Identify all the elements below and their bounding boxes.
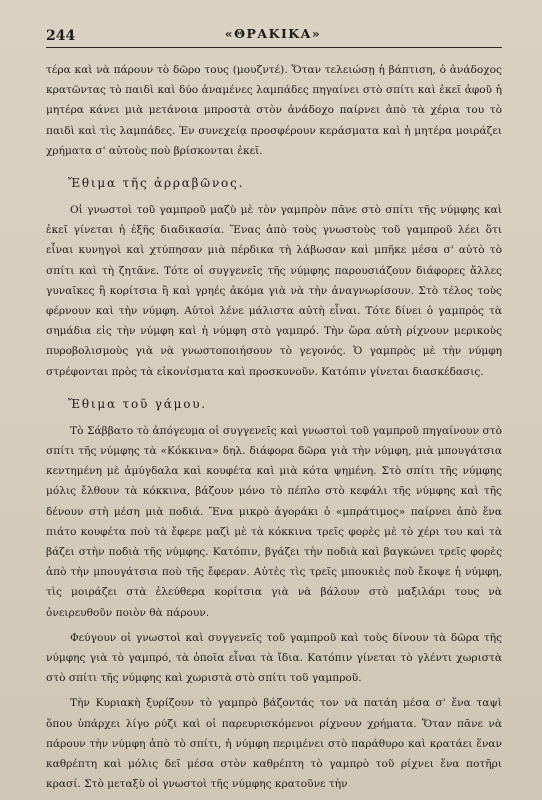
paragraph-wedding-2: Φεύγουν οἱ γνωστοὶ καὶ συγγενεῖς τοῦ γαμπροῦ καὶ τοὺς δίνουν τὰ δῶρα τῆς νύμφης γιὰ τὸ γαμπρό, τὰ ὁποῖα εἶναι τὰ ἴδια. Κατόπιν γίνεται τὸ γλέντι χωριστὰ στὸ σπίτι τῆς νύμφης καὶ χωριστὰ στὸ σπίτι τοῦ γαμπροῦ. [46, 631, 502, 685]
page-body [46, 60, 502, 800]
section-heading-engagement: Ἔθιμα τῆς ἀρραβῶνος. [68, 176, 245, 191]
running-title: «ΘΡΑΚΙΚΑ» [224, 26, 322, 41]
page-number: 244 [46, 28, 76, 44]
section-heading-wedding: Ἔθιμα τοῦ γάμου. [68, 396, 207, 411]
paragraph-wedding-3: Τὴν Κυριακὴ ξυρίζουν τὸ γαμπρὸ βάζοντάς τον νὰ πατάη μέσα σ' ἕνα ταψὶ ὅπου ὑπάρχει λίγο ρύζι καὶ οἱ παρευρισκόμενοι ρίχνουν χρήματα. Ὅταν πᾶνε νὰ πάρουν τὴν νύμφη ἀπὸ τὸ σπίτι, ἡ νύμφη περιμένει στὸ παράθυρο καὶ κρατάει ἕναν καθρέπτη καὶ μόλις δεῖ μέσα στὸν καθρέπτη τὸ γαμπρὸ τοῦ ρίχνει ἕνα ποτῆρι κρασί. Στὸ μεταξὺ οἱ γνωστοὶ τῆς νύμφης κρατοῦνε τὴν [46, 697, 502, 791]
paragraph-intro: τέρα καὶ νὰ πάρουν τὸ δῶρο τους (μουζντέ). Ὅταν τελειώσῃ ἡ βάπτιση, ὁ ἀνάδοχος κρατῶντας τὸ παιδὶ καὶ δύο ἀναμένες λαμπάδες πηγαίνει στὸ σπίτι καὶ ἐκεῖ ἀφοῦ ἡ μητέρα κάνει μιὰ μετάνοια μπροστὰ στὸν ἀνάδοχο παίρνει ἀπὸ τὰ χέρια του τὸ παιδὶ καὶ τὶς λαμπάδες. Ἐν συνεχείᾳ προσφέρουν κεράσματα καὶ ἡ μητέρα μοιράζει χρήματα σ' αὐτοὺς ποὺ βρίσκονται ἐκεῖ. [46, 64, 502, 157]
page-header [46, 26, 500, 48]
paragraph-wedding-1: Τὸ Σάββατο τὸ ἀπόγευμα οἱ συγγενεῖς καὶ γνωστοὶ τοῦ γαμπροῦ πηγαίνουν στὸ σπίτι τῆς νύμφης τὰ «Κόκκινα» δηλ. διάφορα δῶρα γιὰ τὴν νύμφη, μιὰ μπουγάτσια κεντημένη μὲ ἀμύγδαλα καὶ κουφέτα καὶ μιὰ κότα ψημένη. Στὸ σπίτι τῆς νύμφης μόλις ἔλθουν τὰ κόκκινα, βάζουν μόνο τὸ πέπλο στὸ κεφάλι τῆς νύμφης καὶ τῆς δένουν στὴ μέση μιὰ ποδιά. Ἕνα μικρὸ ἀγοράκι ὁ «μπράτιμος» παίρνει ἀπὸ ἕνα πιάτο κουφέτα ποὺ τὰ ἔφερε μαζὶ μὲ τὰ κόκκινα τρεῖς φορὲς μὲ τὸ χέρι του καὶ τὰ βάζει στὴν ποδιὰ τῆς νύμφης. Κατόπιν, βγάζει τὴν ποδιὰ καὶ βαγκώνει τρεῖς φορὲς ἀπὸ τὴν μπουγάτσια ποὺ τῆς ἔφεραν. Αὐτὲς τὶς τρεῖς μπουκιὲς ποὺ ἔκοψε ἡ νύμφη, τὶς μοιράζει στὰ ἐλεύθερα κορίτσια γιὰ νὰ βάλουν στὸ μαξιλάρι τους νὰ ὀνειρευθοῦν ποιὸν θὰ πάρουν. [46, 424, 502, 619]
paragraph-engagement: Οἱ γνωστοὶ τοῦ γαμπροῦ μαζὺ μὲ τὸν γαμπρὸν πᾶνε στὸ σπίτι τῆς νύμφης καὶ ἐκεῖ γίνεται ἡ ἑξῆς διαδικασία. Ἕνας ἀπὸ τοὺς γνωστοὺς τοῦ γαμπροῦ λέει ὅτι εἶναι κυνηγοὶ καὶ χτύπησαν μιὰ πέρδικα τὴ λάβωσαν καὶ μπῆκε μέσα σ' αὐτὸ τὸ σπίτι καὶ τὴ ζητᾶνε. Τότε οἱ συγγενεῖς τῆς νύμφης παρουσιάζουν διάφορες ἄλλες γυναῖκες ἢ κορίτσια ἢ καὶ γρηές ἀκόμα γιὰ νὰ τὴν ἀναγνωρίσουν. Στὸ τέλος τοὺς φέρνουν καὶ τὴν νύμφη. Αὐτοὶ λένε μάλιστα αὐτὴ εἶναι. Τότε δίνει ὁ γαμπρὸς τὰ σημάδια εἰς τὴν νύμφη καὶ ἡ νύμφη στὸ γαμπρό. Τὴν ὥρα αὐτὴ ρίχνουν μερικοὺς πυροβολισμοὺς γιὰ νὰ γνωστοποιήσουν τὸ γεγονός. Ὁ γαμπρὸς μὲ τὴν νύμφη στρέφονται πρὸς τὰ εἰκονίσματα καὶ προσκυνοῦν. Κατόπιν γίνεται διασκέδασις. [46, 204, 502, 378]
header-rule [46, 47, 502, 48]
